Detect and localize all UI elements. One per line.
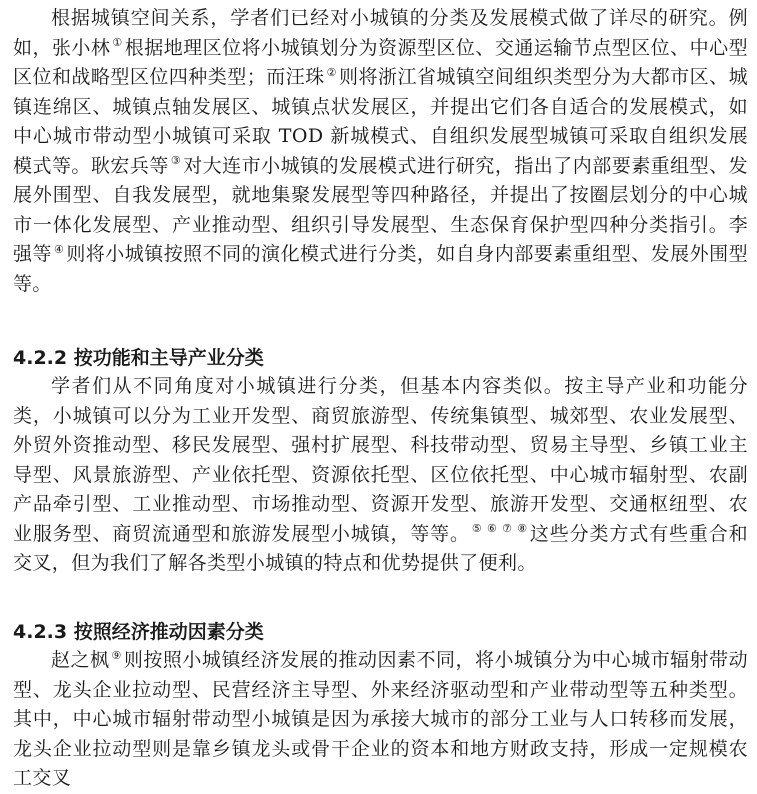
text-run: 根据地理区位将小城镇划分为资源型区位、交通运输节点型区位、中心型区位和战略型区位四种类型；而汪珠 (13, 36, 748, 88)
text-run: 赵之枫 (51, 649, 110, 671)
text-run: 根据城镇空间关系，学者们已经对小城镇的分类及发展模式做了详尽的研究。例如，张小林 (13, 7, 748, 59)
text-run: 学者们从不同角度对小城镇进行分类，但基本内容类似。按主导产业和功能分类，小城镇可以分为工业开发型、商贸旅游型、传统集镇型、城郊型、农业发展型、外贸外资推动型、移民发展型、强村扩展型、科技带动型、贸易主导型、乡镇工业主导型、风景旅游型、产业依托型、资源依托型、区位依托型、中心城市辐射型、农副产品牵引型、工业推动型、市场推动型、资源开发型、旅游开发型、交通枢纽型、农业服务型、商贸流通型和旅游发展型小城镇，等等。 (13, 375, 748, 545)
footnote-ref[interactable]: ④ (53, 242, 65, 256)
footnote-ref[interactable]: ② (326, 65, 338, 79)
text-run: 则按照小城镇经济发展的推动因素不同，将小城镇分为中心城市辐射带动型、龙头企业拉动型、民营经济主导型、外来经济驱动型和产业带动型等五种类型。其中，中心城市辐射带动型小城镇是因为承接大城市的部分工业与人口转移而发展，龙头企业拉动型则是靠乡镇龙头或骨干企业的资本和地方财政支持，形成一定规模农工交叉 (13, 649, 749, 789)
body-paragraph-3 (13, 646, 748, 794)
footnote-ref[interactable]: ⑤ ⑥ ⑦ ⑧ (471, 522, 528, 536)
text-run: 对大连市小城镇的发展模式进行研究，指出了内部要素重组型、发展外围型、自我发展型，就地集聚发展型等四种路径，并提出了按圈层划分的中心城市一体化发展型、产业推动型、组织引导发展型、生态保育保护型四种分类指引。李强等 (13, 154, 749, 265)
section-heading-4-2-3: 4.2.3 按照经济推动因素分类 (13, 621, 264, 643)
footnote-ref[interactable]: ⑨ (111, 648, 122, 662)
footnote-ref[interactable]: ③ (170, 154, 182, 168)
text-run: 则将小城镇按照不同的演化模式进行分类，如自身内部要素重组型、发展外围型等。 (13, 243, 748, 295)
section-heading-4-2-2: 4.2.2 按功能和主导产业分类 (13, 347, 264, 369)
footnote-ref[interactable]: ① (112, 36, 123, 50)
text-run: 则将浙江省城镇空间组织类型分为大都市区、城镇连绵区、城镇点轴发展区、城镇点状发展区，并提出它们各自适合的发展模式，如中心城市带动型小城镇可采取 TOD 新城模式、自组织发展型城镇可采取自组织发展模式等。耿宏兵等 (13, 66, 748, 177)
body-paragraph-1 (13, 4, 748, 299)
body-paragraph-2 (13, 372, 748, 579)
text-run: 这些分类方式有些重合和交叉，但为我们了解各类型小城镇的特点和优势提供了便利。 (13, 522, 748, 574)
